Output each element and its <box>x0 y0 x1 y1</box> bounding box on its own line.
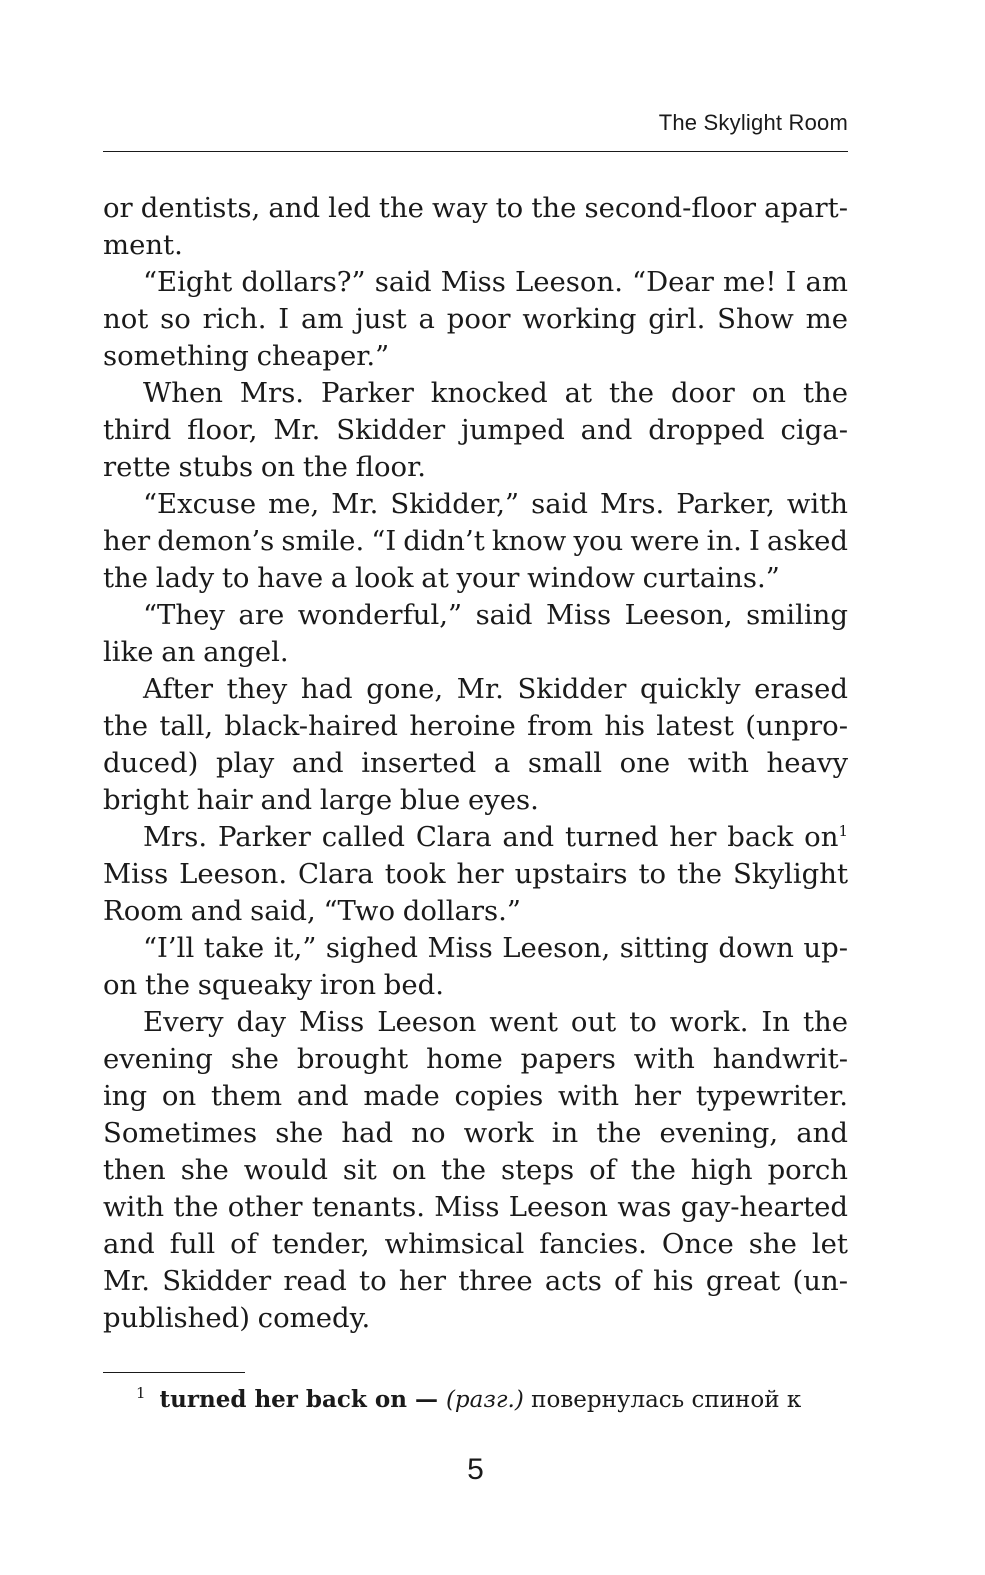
text-line-content: on the squeaky iron bed. <box>103 969 444 1001</box>
text-line-content: the lady to have a look at your window curtains.” <box>103 562 780 594</box>
text-line <box>103 856 848 893</box>
body-text <box>103 190 848 1337</box>
text-line <box>103 1263 848 1300</box>
text-line-content: duced) play and inserted a small one with heavy <box>103 747 848 779</box>
text-line <box>103 1115 848 1152</box>
text-line <box>103 708 848 745</box>
text-line-content: or dentists, and led the way to the second-floor apart- <box>103 192 848 224</box>
text-line <box>103 1300 848 1337</box>
footnote-mark: 1 <box>136 1384 146 1403</box>
text-line-content: ment. <box>103 229 183 261</box>
text-line-content: then she would sit on the steps of the high porch <box>103 1154 848 1186</box>
header-rule <box>103 151 848 152</box>
running-title: The Skylight Room <box>658 110 848 135</box>
text-line-content: bright hair and large blue eyes. <box>103 784 539 816</box>
text-line <box>103 412 848 449</box>
text-line-content: Mr. Skidder read to her three acts of his great (un- <box>103 1265 848 1297</box>
footnote-label: (разг.) <box>445 1387 524 1413</box>
text-line <box>103 560 848 597</box>
footnote-translation: повернулась спиной к <box>523 1387 802 1413</box>
text-line-content: third floor, Mr. Skidder jumped and dropped ciga- <box>103 414 848 446</box>
text-line <box>103 486 848 523</box>
page-number: 5 <box>467 1453 484 1486</box>
text-line-content: and full of tender, whimsical fancies. Once she let <box>103 1228 848 1260</box>
text-line <box>103 1152 848 1189</box>
footnote-rule <box>103 1372 245 1373</box>
text-line <box>103 264 848 301</box>
text-line <box>103 227 848 264</box>
text-line-content: like an angel. <box>103 636 289 668</box>
text-line-content: rette stubs on the floor. <box>103 451 426 483</box>
text-line-content: the tall, black-haired heroine from his latest (unpro- <box>103 710 848 742</box>
text-line-content: something cheaper.” <box>103 340 390 372</box>
footnote-reference: 1 <box>838 821 848 840</box>
text-line <box>103 301 848 338</box>
text-line-content: published) comedy. <box>103 1302 371 1334</box>
text-line <box>103 634 848 671</box>
text-line <box>103 819 848 856</box>
text-line-content: “They are wonderful,” said Miss Leeson, smiling <box>143 599 848 631</box>
text-line-content: “Excuse me, Mr. Skidder,” said Mrs. Parker, with <box>143 488 848 520</box>
text-line-content: ing on them and made copies with her typewriter. <box>103 1080 848 1112</box>
text-line-content: Mrs. Parker called Clara and turned her back on <box>143 821 839 853</box>
text-line-content: When Mrs. Parker knocked at the door on the <box>143 377 848 409</box>
text-line-content: Every day Miss Leeson went out to work. In the <box>143 1006 848 1038</box>
text-line-content: her demon’s smile. “I didn’t know you were in. I asked <box>103 525 848 557</box>
text-line-content: evening she brought home papers with handwrit- <box>103 1043 848 1075</box>
text-line-content: with the other tenants. Miss Leeson was gay-hearted <box>103 1191 848 1223</box>
text-line-content: Sometimes she had no work in the evening, and <box>103 1117 848 1149</box>
text-line <box>103 190 848 227</box>
text-line <box>103 1226 848 1263</box>
text-line <box>103 745 848 782</box>
text-line-content: After they had gone, Mr. Skidder quickly erased <box>143 673 848 705</box>
text-line <box>103 1078 848 1115</box>
text-line <box>103 1041 848 1078</box>
text-line <box>103 893 848 930</box>
text-line <box>103 449 848 486</box>
text-line-content: “Eight dollars?” said Miss Leeson. “Dear me! I am <box>143 266 848 298</box>
footnote <box>136 1385 848 1415</box>
text-line <box>103 597 848 634</box>
text-line-content: not so rich. I am just a poor working girl. Show me <box>103 303 848 335</box>
text-line <box>103 930 848 967</box>
text-line <box>103 338 848 375</box>
footnote-dash: — <box>406 1386 446 1413</box>
text-line <box>103 523 848 560</box>
text-line-content: Miss Leeson. Clara took her upstairs to the Skylight <box>103 858 848 890</box>
text-line <box>103 1004 848 1041</box>
footnote-term: turned her back on <box>159 1386 407 1413</box>
text-line <box>103 375 848 412</box>
text-line-content: Room and said, “Two dollars.” <box>103 895 521 927</box>
text-line <box>103 671 848 708</box>
text-line-content: “I’ll take it,” sighed Miss Leeson, sitting down up- <box>143 932 848 964</box>
text-line <box>103 782 848 819</box>
text-line <box>103 967 848 1004</box>
text-line <box>103 1189 848 1226</box>
